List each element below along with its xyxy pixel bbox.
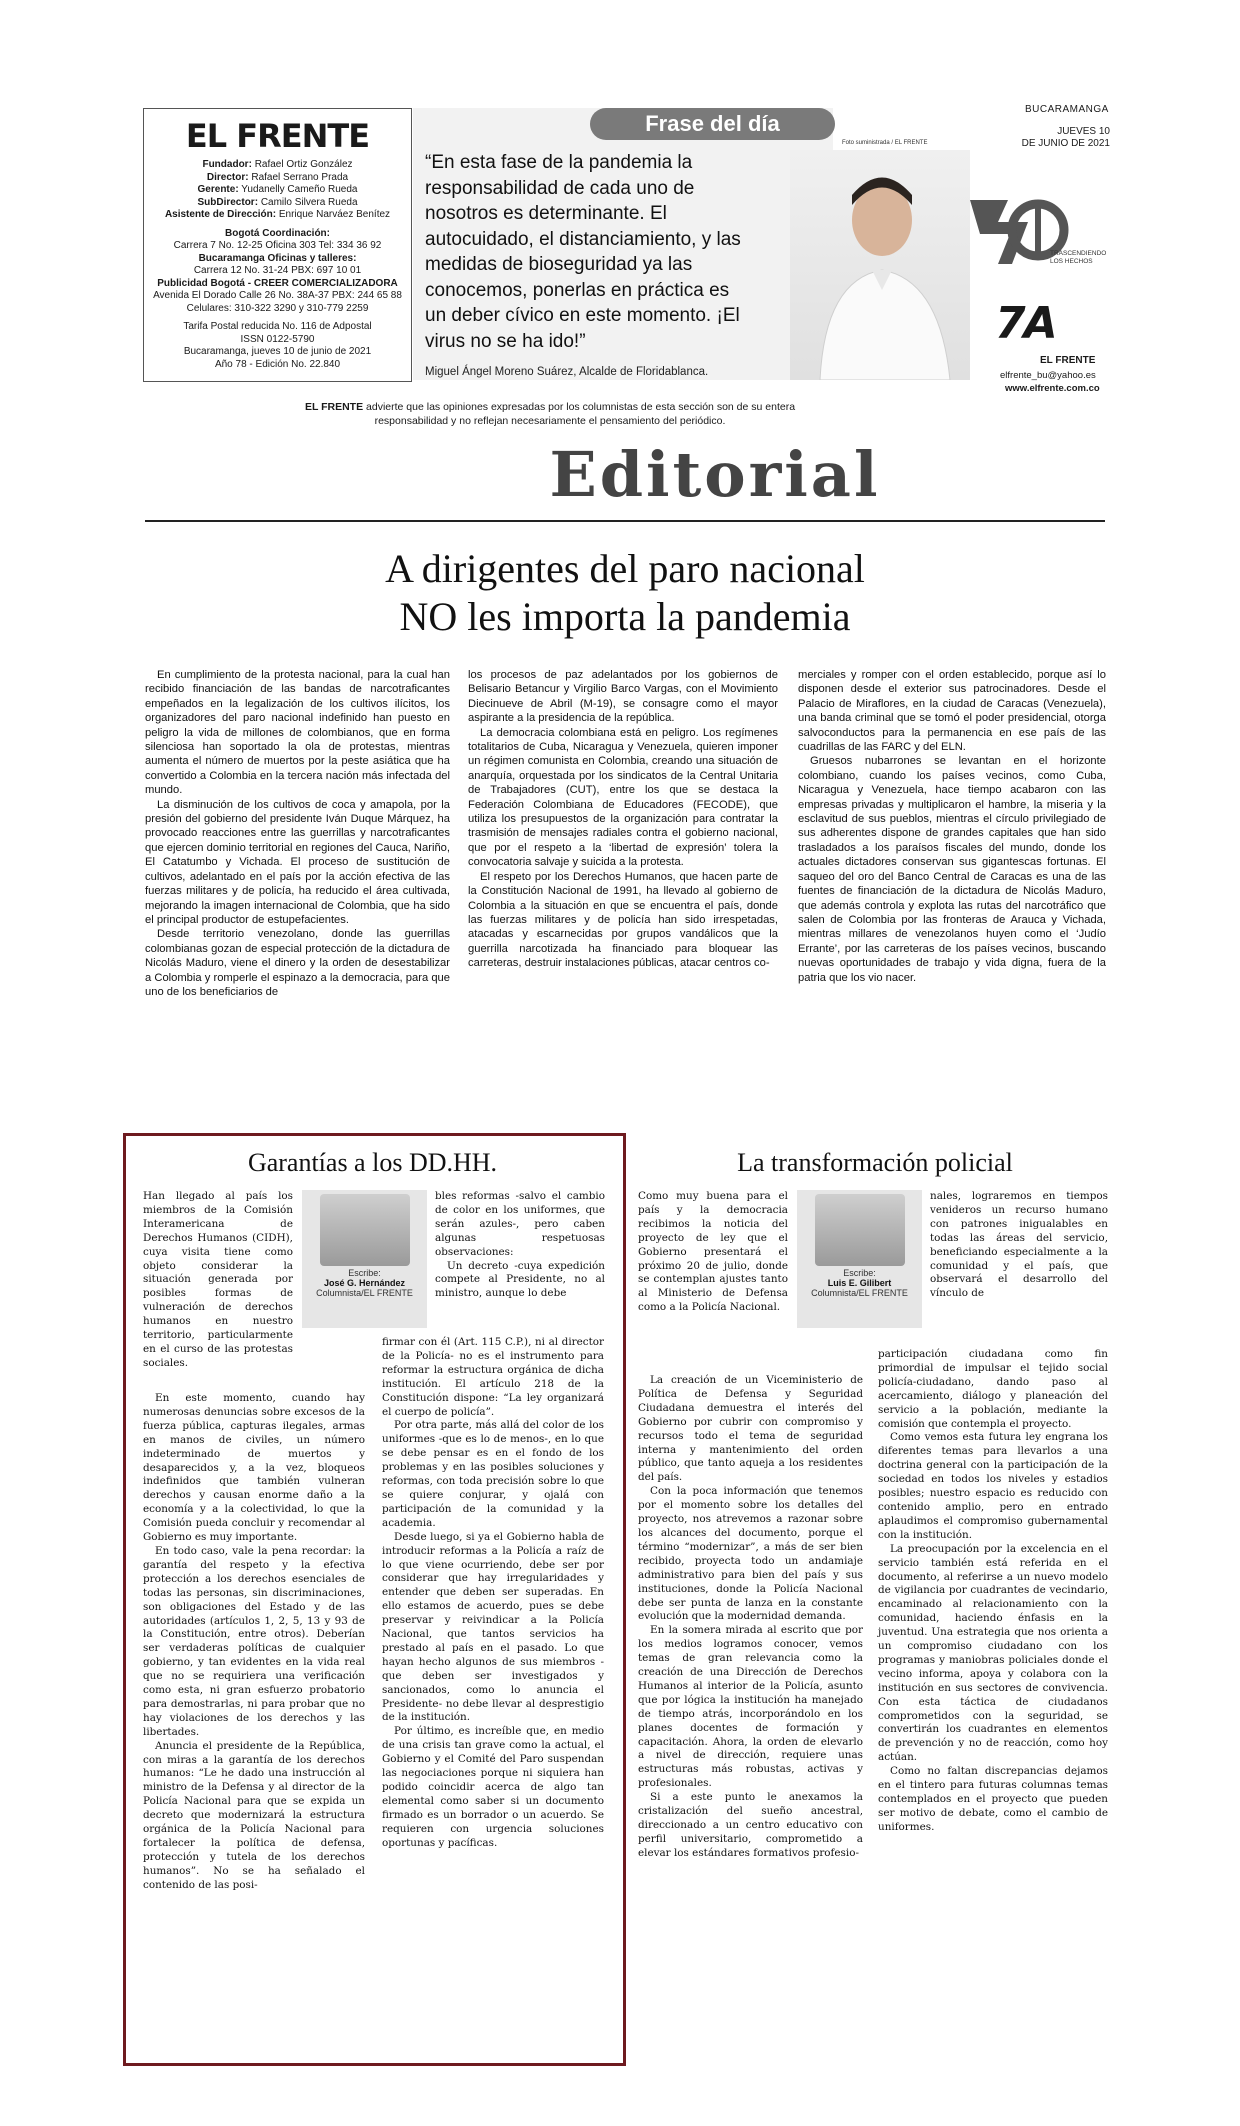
paragraph: En la somera mirada al escrito que por los medios logramos conocer, vemos temas de gran relevancia como la creación de una Dirección de Derechos Humanos al interior de la Policía, asunto que por lógica la institución ha manejado de tiempo atrás, incorporándolo en los planes docentes de formación y capacitación. Ahora, la orden de elevarlo a nivel de dirección, requiere unas estructuras más robustas, activas y profesionales. — [638, 1624, 863, 1790]
date-label — [1020, 126, 1110, 150]
article-left-column-2-top — [435, 1190, 605, 1301]
paragraph: Por otra parte, más allá del color de los uniformes -que es lo de menos-, en lo que se debe pensar es en el fondo de los problemas y en las posibles soluciones y reformas, con toda precisión sobre lo que se quiere conjurar, y ojalá con participación de la comunidad y la academia. — [382, 1419, 604, 1529]
staff-list — [144, 159, 411, 371]
portrait-illustration — [790, 150, 970, 380]
editorial-column-1 — [145, 668, 450, 999]
anniversary-tagline: TRASCENDIENDO LOS HECHOS — [1050, 250, 1107, 265]
author-name: Luis E. Gilibert — [827, 1278, 892, 1288]
author-photo — [320, 1194, 410, 1266]
office-line: Publicidad Bogotá - CREER COMERCIALIZADORA — [157, 277, 398, 289]
paragraph: En este momento, cuando hay numerosas denuncias sobre excesos de la fuerza pública, capturas ilegales, armas en manos de civiles, un número indeterminado de muertos y desaparecidos y, a la vez, bloqueos indefinidos que también vulneran derechos y causan enorme daño a la economía y a la colectividad, lo que la Comisión pueda concluir y recomendar al Gobierno es muy importante. — [143, 1392, 365, 1544]
author-photo — [815, 1194, 905, 1266]
staff-line: Gerente: Yudanelly Cameño Rueda — [197, 184, 358, 195]
office-line: Carrera 12 No. 31-24 PBX: 697 10 01 — [193, 265, 362, 276]
paragraph: bles reformas -salvo el cambio de color en los uniformes, que serán azules-, pero caben algunas respetuosas observaciones: — [435, 1190, 605, 1258]
paragraph: En todo caso, vale la pena recordar: la garantía del respeto y la efectiva protección a los derechos esenciales de todas las personas, sin discriminaciones, son obligaciones del Estado y de las autoridades (artículos 1, 2, 5, 13 y 93 de la Constitución, entre otros). Deberían ser verdaderas políticas de cualquier gobierno, y tan evidentes en la vida real que no se requiriera una verificación como esta, ni gran esfuerzo probatorio para demostrarlas, ni para probar que no hay violaciones de los derechos y las libertades. — [143, 1544, 365, 1738]
masthead-box — [143, 108, 412, 382]
email-link[interactable]: elfrente_bu@yahoo.es — [1000, 370, 1096, 381]
paragraph: La disminución de los cultivos de coca y amapola, por la presión del gobierno del presidente Iván Duque Márquez, ha provocado reacciones entre las guerrillas y narcotraficantes que ejercen dominio territorial en regiones del Cauca, Nariño, El Catatumbo y Vichada. El proceso de sustitución de cultivos, adelantado en el país por la acción efectiva de las fuerzas militares y de policía, ha reducido el área cultivada, mejorando la imagen internacional de Colombia, que ha sido el principal productor de estupefacientes. — [145, 798, 450, 926]
office-line: Carrera 7 No. 12-25 Oficina 303 Tel: 334 36 92 — [173, 240, 382, 251]
frase-label: Frase del día — [590, 108, 835, 140]
paragraph: Desde luego, si ya el Gobierno habla de introducir reformas a la Policía a raíz de lo que viene ocurriendo, debe ser por considerar que hay irregularidades y entender que deben ser superadas. En ello estamos de acuerdo, pues se debe preservar y reivindicar a la Policía Nacional, que tantos servicios ha prestado al país en el pasado. Lo que hayan hecho algunos de sus miembros -que deben ser investigados y sancionados, como lo anuncia el Presidente- no debe llevar al desprestigio de la institución. — [382, 1530, 604, 1724]
section-title: Editorial — [549, 438, 881, 511]
quote-author: Miguel Ángel Moreno Suárez, Alcalde de Floridablanca. — [425, 366, 709, 378]
postal-line: ISSN 0122-5790 — [240, 333, 315, 345]
article-left-column-2 — [382, 1336, 604, 1851]
staff-line: SubDirector: Camilo Silvera Rueda — [197, 196, 358, 208]
paragraph: Por último, es increíble que, en medio de una crisis tan grave como la actual, el Gobierno y el Comité del Paro suspendan las negociaciones porque ni siquiera han podido coincidir acerca de algo tan elemental como saber si un documento firmado es un borrador o un acuerdo. Se requieren con urgencia soluciones oportunas y pacíficas. — [382, 1725, 604, 1849]
mayor-photo — [790, 150, 970, 380]
paragraph: Si a este punto le anexamos la cristalización del sueño ancestral, direccionado a un centro educativo con perfil universitario, comprometido a elevar los estándares formativos profesio- — [638, 1791, 863, 1859]
postal-line: Tarifa Postal reducida No. 116 de Adpostal — [183, 321, 372, 332]
paragraph: La preocupación por la excelencia en el servicio también está referida en el documento, al referirse a un nuevo modelo de vigilancia por cuadrantes de vecindario, encaminado al relacionamiento con la comunidad, haciendo énfasis en la juventud. Una estrategia que nos orienta a un compromiso ciudadano con los programas y maniobras policiales donde el vecino informa, apoya y colabora con la institución en sus sectores de convivencia. Con esta táctica de ciudadanos comprometidos con la seguridad, se convertirán los cuadrantes en elementos de prevención y no de reacción, como hoy actúan. — [878, 1542, 1108, 1764]
office-line: Avenida El Dorado Calle 26 No. 38A-37 PBX: 244 65 88 — [153, 290, 402, 301]
paragraph: Como vemos esta futura ley engrana los diferentes temas para llevarlos a una doctrina general con la participación de la sociedad en todos los niveles y estadios posibles; nuestro espacio es reducido con contenido amplio, pero en entrado aplaudimos el compromiso gubernamental con la institución. — [878, 1431, 1108, 1541]
disclaimer: EL FRENTE advierte que las opiniones expresadas por los columnistas de esta sección son de su entera responsabilidad y no reflejan necesariamente el pensamiento del periódico. — [304, 401, 796, 427]
page-brand: EL FRENTE — [1040, 355, 1096, 366]
editorial-column-3 — [798, 668, 1106, 985]
paragraph: Como no faltan discrepancias dejamos en el tintero para futuras columnas temas contemplados en el proyecto que pueden ser motivo de debate, como el cambio de uniformes. — [878, 1765, 1108, 1833]
postal-line: Bucaramanga, jueves 10 de junio de 2021 — [183, 346, 372, 357]
paragraph: En cumplimiento de la protesta nacional, para la cual han recibido financiación de las bandas de narcotraficantes empeñados en la legalización de los cultivos ilícitos, los organizadores del paro nacional indefinido han puesto en peligro la vida de millones de colombianos, que en forma silenciosa han soportado la ola de protestas, mientras aumenta el número de muertos por la peste asiática que ha convertido a Colombia en la tercera nación más infectada del mundo. — [145, 669, 450, 797]
article-right-column-2 — [878, 1348, 1108, 1835]
staff-line: Asistente de Dirección: Enrique Narváez Benítez — [164, 209, 391, 220]
paragraph: Con la poca información que tenemos por el momento sobre los detalles del proyecto, nos atrevemos a razonar sobre los alcances del documento, porque el término “modernizar”, a más de ser bien recibido, proyecta todo un andamiaje administrativo para bien del país y sus instituciones, donde la Policía Nacional debe ser punta de lanza en la constante evolución que la modernidad demanda. — [638, 1485, 863, 1623]
paragraph: firmar con él (Art. 115 C.P.), ni al director de la Policía- no es el instrumento para reformar la estructura orgánica de dicha institución. El artículo 218 de la Constitución dispone: “La ley organizará el cuerpo de policía”. — [382, 1336, 604, 1418]
article-right-intro: Como muy buena para el país y la democracia recibimos la noticia del proyecto de ley que el Gobierno presentará el próximo 20 de julio, donde se contemplan ajustes tanto al Ministerio de Defensa como a la Policía Nacional. — [638, 1190, 788, 1314]
author-card-left — [302, 1190, 427, 1328]
masthead-brand: EL FRENTE — [185, 117, 370, 155]
page-number: 7A — [995, 298, 1056, 349]
quote-text: “En esta fase de la pandemia la responsabilidad de cada uno de nosotros es determinante. El autocuidado, el distanciamiento, y las medidas de bioseguridad ya las conocemos, ponerlas en práctica es un deber cívico en este momento. ¡El virus no se ha ido!” — [425, 152, 741, 352]
staff-line: Fundador: Rafael Ortiz González — [202, 159, 353, 170]
author-pre: Escribe: — [348, 1268, 381, 1278]
postal-line: Año 78 - Edición No. 22.840 — [214, 358, 341, 370]
article-title-right: La transformación policial — [737, 1148, 1013, 1177]
paragraph: La democracia colombiana está en peligro. Los regímenes totalitarios de Cuba, Nicaragua y Venezuela, quieren imponer un régimen comunista en Colombia, creando una situación de anarquía, orquestada por los sindicatos de la Central Unitaria de Trabajadores (CUT), entre los que se destaca la Federación Colombiana de Educadores (FECODE), que utiliza los presupuestos de la organización para contratar la trasmisión de mensajes radiales contra el gobierno nacional, que por el respeto a la ‘libertad de expresión’ tolera la convocatoria salvaje y suicida a la protesta. — [468, 726, 778, 869]
date-full: DE JUNIO DE 2021 — [1021, 138, 1110, 149]
date-day: JUEVES 10 — [1057, 126, 1110, 137]
city-label: BUCARAMANGA — [1025, 104, 1109, 115]
paragraph: Desde territorio venezolano, donde las guerrillas colombianas gozan de especial protección de la dictadura de Nicolás Maduro, viene el dinero y la orden de desestabilizar a Colombia y romperle el espinazo a la democracia, para que uno de los beneficiarios de — [145, 928, 450, 998]
paragraph: La creación de un Viceministerio de Política de Defensa y Seguridad Ciudadana demuestra el interés del Gobierno por cubrir con compromiso y recursos todo el tema de seguridad interna y mantenimiento del orden público, que tanto aqueja a los residentes del país. — [638, 1374, 863, 1484]
paragraph: Un decreto -cuya expedición compete al Presidente, no al ministro, aunque lo debe — [435, 1259, 605, 1300]
author-pre: Escribe: — [843, 1268, 876, 1278]
website-link[interactable]: www.elfrente.com.co — [1005, 383, 1100, 394]
headline-line-1: A dirigentes del paro nacional — [385, 546, 865, 591]
staff-line: Director: Rafael Serrano Prada — [206, 171, 349, 183]
paragraph: Anuncia el presidente de la República, con miras a la garantía de los derechos humanos: “Le he dado una instrucción al ministro de la Defensa y al director de la Policía Nacional para que se expida un decreto que modernizará la estructura orgánica de la Policía Nacional para fortalecer la política de defensa, protección y tutela de los derechos humanos”. No se ha señalado el contenido de las posi- — [143, 1739, 365, 1891]
article-right-column-1 — [638, 1374, 863, 1861]
paragraph: merciales y romper con el orden establecido, porque así lo disponen desde el exterior sus patrocinadores. Desde el Palacio de Miraflores, en la ciudad de Caracas (Venezuela), una banda criminal que se tomó el poder presidencial, otorga salvoconductos para la permanencia en ese país de las cuadrillas de las FARC y del ELN. — [798, 669, 1106, 754]
paragraph: participación ciudadana como fin primordial de impulsar el tejido social policía-ciudadano, dando paso al acercamiento, diálogo y planeación del servicio a la población, mediante la comisión que contempla el proyecto. — [878, 1348, 1108, 1430]
article-left-column-1 — [143, 1392, 365, 1893]
author-role: Columnista/EL FRENTE — [316, 1288, 413, 1298]
editorial-column-2 — [468, 668, 778, 971]
author-card-right — [797, 1190, 922, 1328]
article-left-intro: Han llegado al país los miembros de la Comisión Interamericana de Derechos Humanos (CIDH), cuya visita tiene como objeto considerar la situación generada por posibles formas de vulneración de derechos humanos en nuestro territorio, particularmente en el curso de las protestas sociales. — [143, 1190, 293, 1369]
paragraph: Gruesos nubarrones se levantan en el horizonte colombiano, cuando los países vecinos, como Cuba, Nicaragua y Venezuela, hace tiempo acabaron con las empresas privadas y multiplicaron el hambre, la miseria y la esclavitud de sus pueblos, mientras el círculo privilegiado de sus adherentes dispone de grandes capitales que han sido trasladados a los paraísos fiscales del mundo, donde los actuales dictadores conservan sus gigantescas fortunas. El saqueo del oro del Banco Central de Caracas es una de las fuentes de financiación de la dictadura de Nicolás Maduro, que además controla y explota las rutas del narcotráfico que salen de Colombia por las fronteras de Arauca y Vichada, mientras millares de venezolanos huyen como el ‘Judío Errante’, por las carreteras de los países vecinos, buscando nuevas oportunidades de trabajo y vida digna, fuera de la patria que los vio nacer. — [798, 755, 1106, 984]
paragraph: El respeto por los Derechos Humanos, que hacen parte de la Constitución Nacional de 1991, ha llevado al gobierno de Colombia a la situación en que se encuentra el país, donde las fuerzas militares y de policía han sido irrespetadas, atacadas y escarnecidas por grupos vandálicos que la guerrilla narcotizada ha financiado para bloquear las carreteras, destruir instalaciones públicas, atacar centros co- — [468, 870, 778, 970]
author-name: José G. Hernández — [323, 1278, 406, 1288]
photo-credit: Foto suministrada / EL FRENTE — [842, 140, 928, 146]
office-line: Celulares: 310-322 3290 y 310-779 2259 — [186, 302, 369, 314]
article-right-column-2-top: nales, lograremos en tiempos venideros un recurso humano con patrones inigualables en todas las áreas del servicio, beneficiando especialmente a la comunidad y el país, que observará el desarrollo del vínculo de — [930, 1190, 1108, 1300]
office-line: Bogotá Coordinación: — [225, 227, 330, 239]
author-role: Columnista/EL FRENTE — [811, 1288, 908, 1298]
office-line: Bucaramanga Oficinas y talleres: — [198, 252, 357, 264]
editorial-headline — [280, 545, 970, 641]
paragraph: los procesos de paz adelantados por los gobiernos de Belisario Betancur y Virgilio Barco Vargas, con el Movimiento Diecinueve de Abril (M-19), se consagre como el mayor aspirante a la presidencia de la república. — [468, 669, 778, 725]
section-rule — [145, 520, 1105, 522]
headline-line-2: NO les importa la pandemia — [399, 594, 851, 639]
article-title-left: Garantías a los DD.HH. — [247, 1148, 498, 1177]
